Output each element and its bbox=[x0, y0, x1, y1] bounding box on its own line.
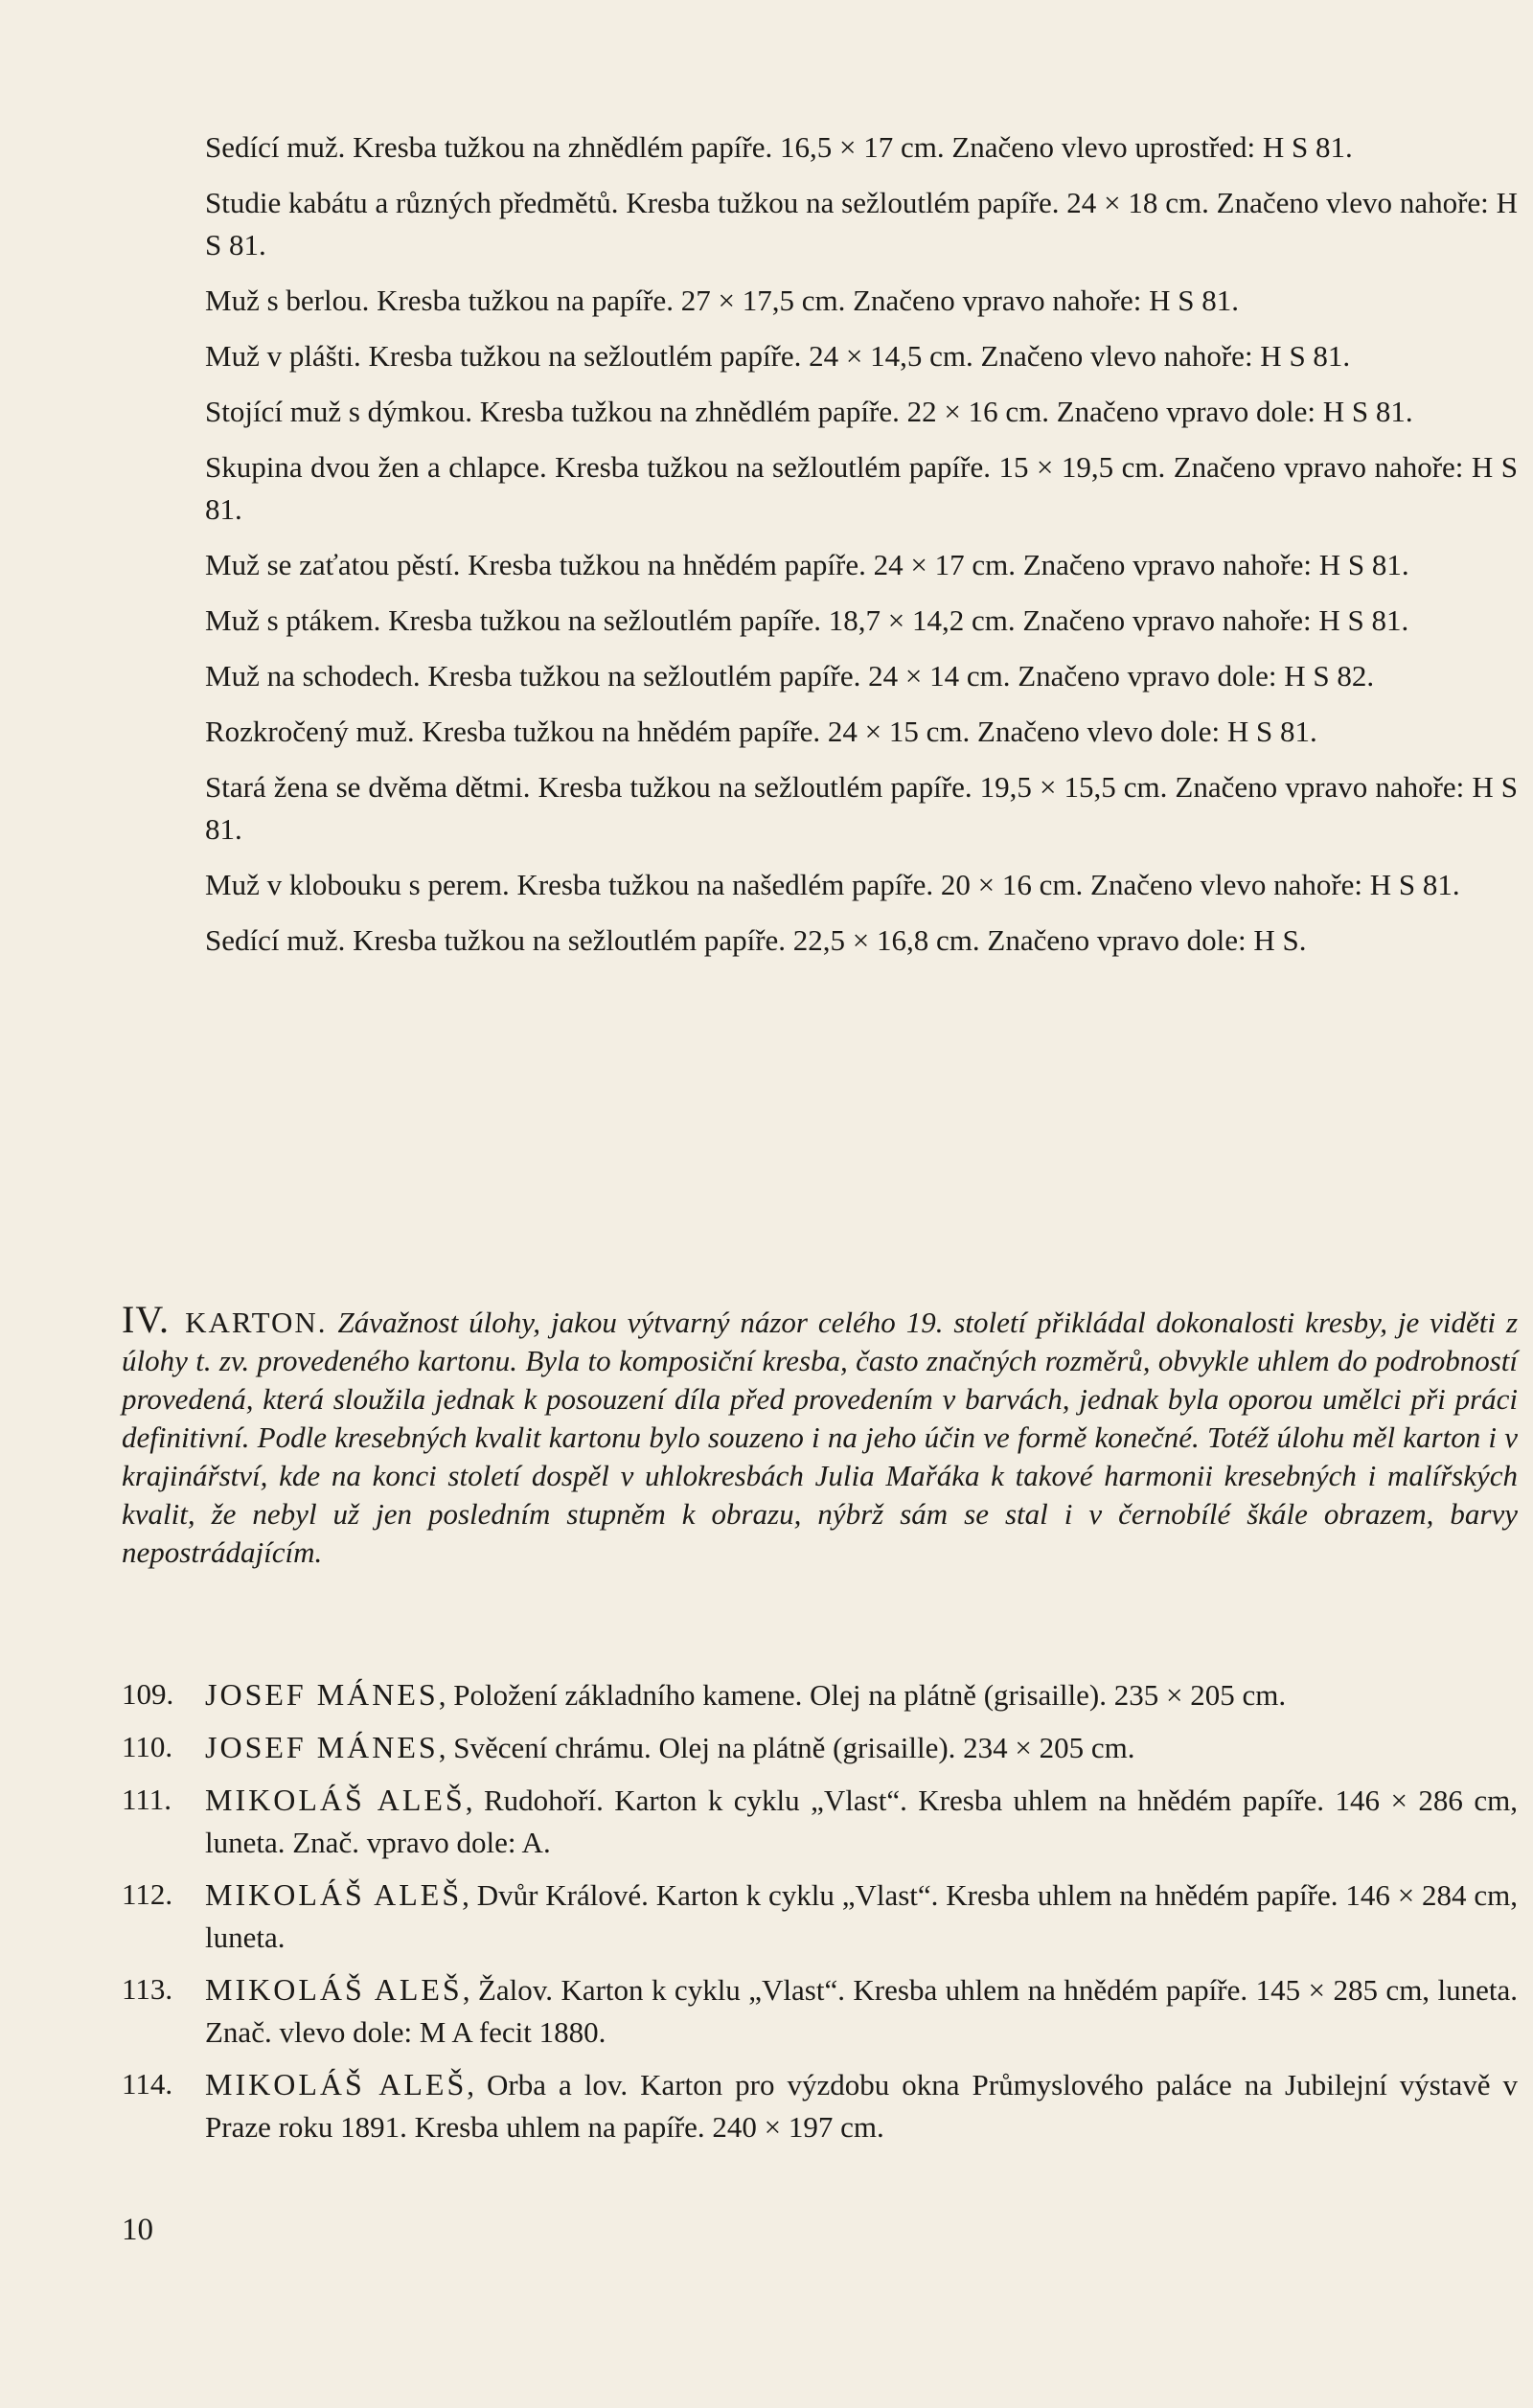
item-text: , Dvůr Králové. Karton k cyklu „Vlast“. Kresba uhlem na hnědém papíře. 146 × 284 cm, luneta. bbox=[205, 1878, 1518, 1954]
item-text: , Žalov. Karton k cyklu „Vlast“. Kresba uhlem na hnědém papíře. 145 × 285 cm, luneta. Znač. vlevo dole: M A fecit 1880. bbox=[205, 1973, 1519, 2049]
entry: Rozkročený muž. Kresba tužkou na hnědém papíře. 24 × 15 cm. Značeno vlevo dole: H S 81. bbox=[205, 715, 1317, 748]
page-number: 10 bbox=[122, 2213, 153, 2247]
entry: Sedící muž. Kresba tužkou na zhnědlém papíře. 16,5 × 17 cm. Značeno vlevo uprostřed: H S 81. bbox=[205, 130, 1353, 164]
item-artist: JOSEF MÁNES bbox=[205, 1677, 439, 1712]
entry: Studie kabátu a různých předmětů. Kresba tužkou na sežloutlém papíře. 24 × 18 cm. Značeno vlevo nahoře: H S 81. bbox=[205, 186, 1518, 261]
catalog-item bbox=[122, 1779, 1518, 1864]
item-artist: JOSEF MÁNES bbox=[205, 1730, 439, 1764]
item-number: 111. bbox=[122, 1783, 172, 1816]
item-body bbox=[205, 1968, 1518, 2054]
section-numeral: IV. bbox=[122, 1298, 171, 1341]
item-body bbox=[205, 1874, 1518, 1959]
catalog-item bbox=[122, 1874, 1518, 1959]
catalog-item bbox=[122, 2063, 1518, 2148]
section-karton bbox=[122, 1298, 1519, 1572]
catalog-item bbox=[122, 1968, 1518, 2054]
drawing-entries bbox=[205, 126, 1518, 975]
entry: Muž v klobouku s perem. Kresba tužkou na našedlém papíře. 20 × 16 cm. Značeno vlevo nahoře: H S 81. bbox=[205, 868, 1460, 901]
entry: Muž s ptákem. Kresba tužkou na sežloutlém papíře. 18,7 × 14,2 cm. Značeno vpravo nahoře: H S 81. bbox=[205, 603, 1409, 637]
item-text: , Položení základního kamene. Olej na plátně (grisaille). 235 × 205 cm. bbox=[438, 1678, 1287, 1712]
item-artist: MIKOLÁŠ ALEŠ bbox=[205, 1972, 463, 2007]
entry: Muž s berlou. Kresba tužkou na papíře. 27 × 17,5 cm. Značeno vpravo nahoře: H S 81. bbox=[205, 284, 1239, 317]
item-number: 110. bbox=[122, 1730, 173, 1763]
catalog-item bbox=[122, 1673, 1518, 1716]
entry: Muž v plášti. Kresba tužkou na sežloutlém papíře. 24 × 14,5 cm. Značeno vlevo nahoře: H S 81. bbox=[205, 339, 1351, 373]
item-number: 114. bbox=[122, 2067, 173, 2101]
entry: Sedící muž. Kresba tužkou na sežloutlém papíře. 22,5 × 16,8 cm. Značeno vpravo dole: H S. bbox=[205, 923, 1307, 957]
item-text: , Svěcení chrámu. Olej na plátně (grisaille). 234 × 205 cm. bbox=[438, 1731, 1135, 1764]
section-title: KARTON. bbox=[185, 1306, 328, 1339]
item-number: 113. bbox=[122, 1972, 173, 2006]
item-number: 112. bbox=[122, 1877, 173, 1911]
item-body bbox=[205, 1673, 1518, 1716]
entry: Stojící muž s dýmkou. Kresba tužkou na zhnědlém papíře. 22 × 16 cm. Značeno vpravo dole: H S 81. bbox=[205, 395, 1413, 428]
catalog-item bbox=[122, 1726, 1518, 1769]
catalog-list bbox=[122, 1673, 1518, 2158]
item-body bbox=[205, 1779, 1518, 1864]
item-body bbox=[205, 2063, 1518, 2148]
item-artist: MIKOLÁŠ ALEŠ bbox=[205, 2067, 468, 2101]
section-intro: Závažnost úlohy, jakou výtvarný názor celého 19. století přikládal dokonalosti kresby, je viděti z úlohy t. zv. provedeného kartonu. Byla to komposiční kresba, často značných rozměrů, obvykle uhlem do podrobností provedená, která sloužila jednak k posouzení díla před provedením v barvách, jednak byla oporou umělci při práci definitivní. Podle kresebných kvalit kartonu bylo souzeno i na jeho účin ve formě konečné. Totéž úlohu měl karton i v krajinářství, kde na konci století dospěl v uhlokresbách Julia Mařáka k takové harmonii kresebných i malířských kvalit, že nebyl už jen posledním stupněm k obrazu, nýbrž sám se stal i v černobílé škále obrazem, barvy nepostrádajícím. bbox=[122, 1306, 1519, 1569]
item-text: , Rudohoří. Karton k cyklu „Vlast“. Kresba uhlem na hnědém papíře. 146 × 286 cm, luneta. Znač. vpravo dole: A. bbox=[205, 1783, 1519, 1859]
entry: Skupina dvou žen a chlapce. Kresba tužkou na sežloutlém papíře. 15 × 19,5 cm. Značeno vpravo nahoře: H S 81. bbox=[205, 450, 1518, 526]
entry: Stará žena se dvěma dětmi. Kresba tužkou na sežloutlém papíře. 19,5 × 15,5 cm. Značeno vpravo nahoře: H S 81. bbox=[205, 770, 1518, 846]
item-artist: MIKOLÁŠ ALEŠ bbox=[205, 1783, 466, 1817]
item-number: 109. bbox=[122, 1677, 174, 1711]
item-body bbox=[205, 1726, 1518, 1769]
item-text: , Orba a lov. Karton pro výzdobu okna Průmyslového paláce na Jubilejní výstavě v Praze roku 1891. Kresba uhlem na papíře. 240 × 197 cm. bbox=[205, 2068, 1518, 2144]
entry: Muž se zaťatou pěstí. Kresba tužkou na hnědém papíře. 24 × 17 cm. Značeno vpravo nahoře: H S 81. bbox=[205, 548, 1409, 581]
entry: Muž na schodech. Kresba tužkou na sežloutlém papíře. 24 × 14 cm. Značeno vpravo dole: H S 82. bbox=[205, 659, 1375, 693]
item-artist: MIKOLÁŠ ALEŠ bbox=[205, 1877, 463, 1912]
